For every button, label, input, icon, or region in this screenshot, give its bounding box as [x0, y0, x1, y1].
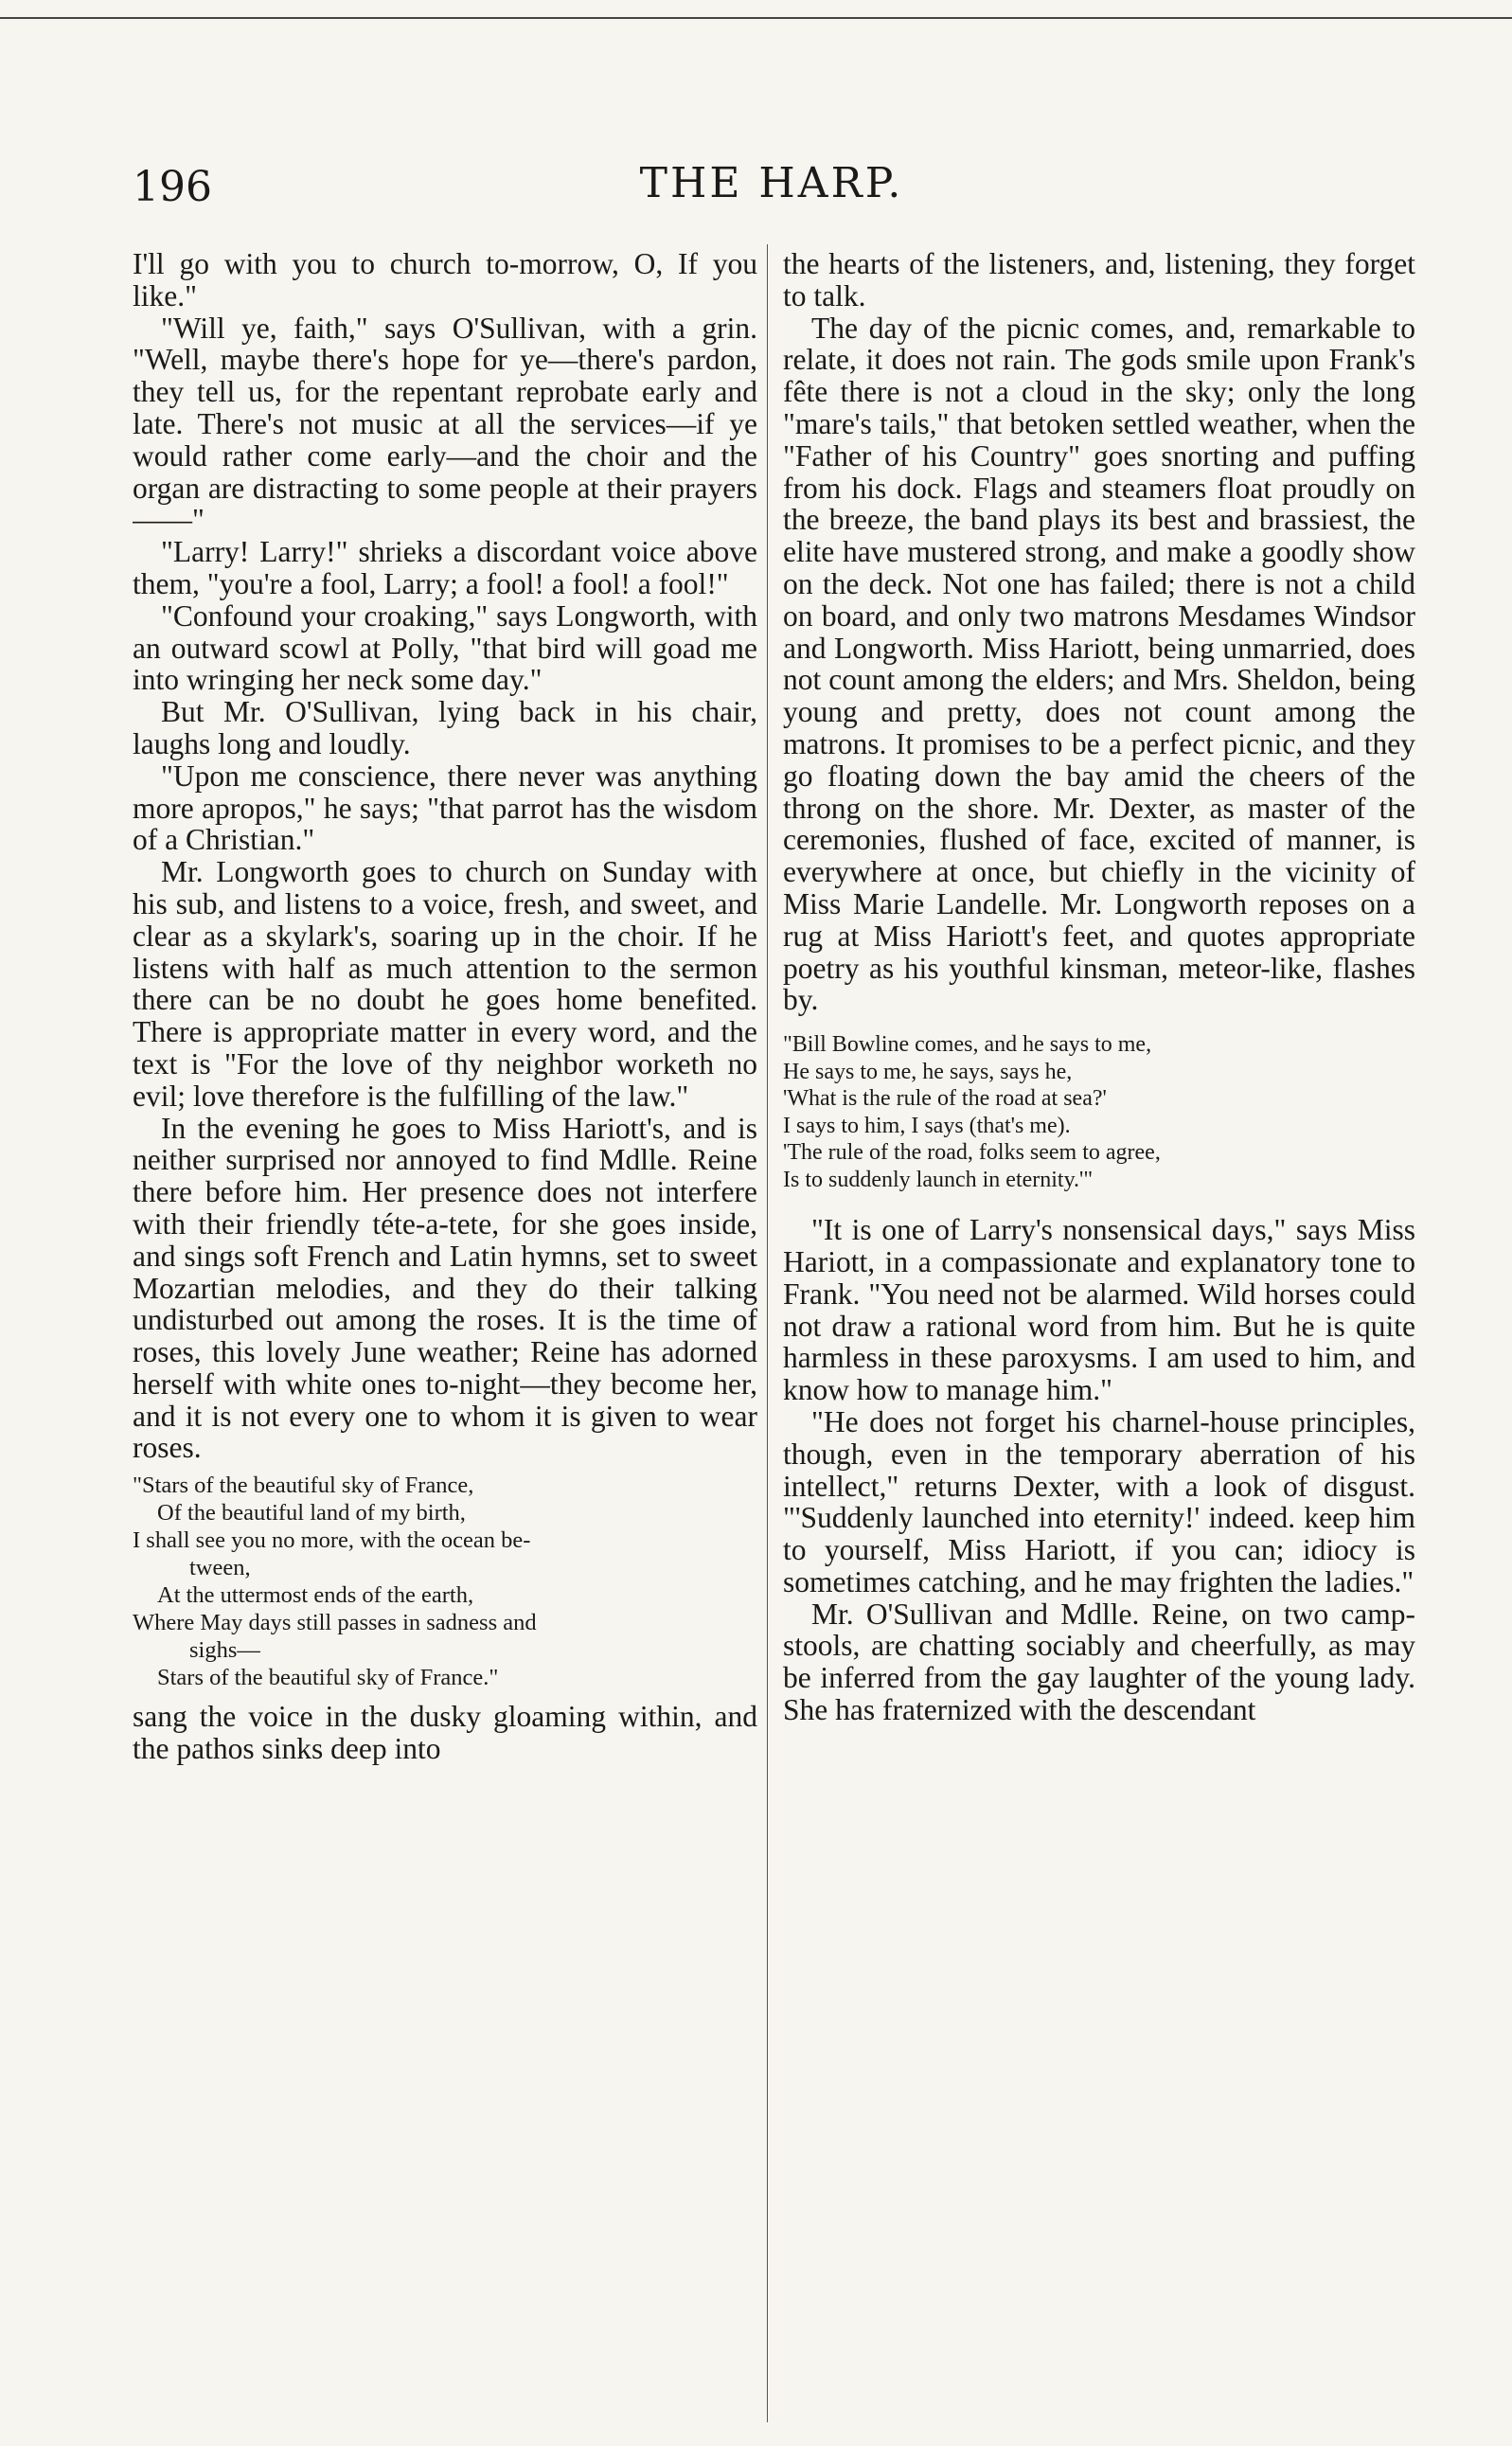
verse-line: 'The rule of the road, folks seem to agree,: [783, 1140, 1161, 1166]
left-column: [133, 248, 757, 2417]
paragraph: "Upon me conscience, there never was anything more apropos," he says; "that parrot has the wisdom of a Christian.": [133, 759, 757, 857]
verse-line: At the uttermost ends of the earth,: [157, 1582, 474, 1609]
verse-block: [783, 1031, 1415, 1193]
verse-line: Is to suddenly launch in eternity.'": [783, 1167, 1094, 1192]
paragraph: But Mr. O'Sullivan, lying back in his chair, laughs long and loudly.: [133, 695, 757, 760]
paragraph: Mr. O'Sullivan and Mdlle. Reine, on two camp-stools, are chatting sociably and cheerfully, as may be inferred from the gay laughter of the young lady. She has fraternized with the descendant: [783, 1597, 1415, 1727]
paragraph: "He does not forget his charnel-house principles, though, even in the temporary aberration of his intellect," returns Dexter, with a look of disgust. "'Suddenly launched into eternity!' indeed. keep him to yourself, Miss Hariott, if you can; idiocy is sometimes catching, and he may frighten the ladies.": [783, 1404, 1415, 1598]
paragraph: I'll go with you to church to-morrow, O, If you like.": [133, 248, 757, 312]
verse-block: [133, 1472, 757, 1691]
paragraph: "Confound your croaking," says Longworth, with an outward scowl at Polly, "that bird will goad me into wringing her neck some day.": [133, 598, 757, 697]
verse-line: tween,: [189, 1555, 251, 1581]
paragraph: In the evening he goes to Miss Hariott's, and is neither surprised nor annoyed to find Mdlle. Reine there before him. Her presence does not interfere with their friendly téte-a-tete, for she goes inside, and sings soft French and Latin hymns, set to sweet Mozartian melodies, and they do their talking undisturbed out among the roses. It is the time of roses, this lovely June weather; Reine has adorned herself with white ones to-night—they become her, and it is not every one to whom it is given to wear roses.: [133, 1111, 757, 1465]
running-title: THE HARP.: [639, 159, 904, 207]
paragraph: sang the voice in the dusky gloaming within, and the pathos sinks deep into: [133, 1700, 757, 1766]
verse-line: Of the beautiful land of my birth,: [157, 1500, 466, 1527]
column-divider: [767, 244, 768, 2422]
page-header: [133, 159, 1411, 225]
verse-line: He says to me, he says, says he,: [783, 1059, 1073, 1084]
verse-line: Stars of the beautiful sky of France.": [157, 1665, 499, 1691]
verse-line: "Stars of the beautiful sky of France,: [133, 1473, 474, 1499]
paragraph: the hearts of the listeners, and, listening, they forget to talk.: [783, 248, 1415, 312]
paragraph: "It is one of Larry's nonsensical days," says Miss Hariott, in a compassionate and explanatory tone to Frank. "You need not be alarmed. Wild horses could not draw a rational word from him. But he is quite harmless in these paroxysms. I am used to him, and know how to manage him.": [783, 1213, 1415, 1407]
verse-line: I shall see you no more, with the ocean be-: [133, 1527, 531, 1554]
verse-line: I says to him, I says (that's me).: [783, 1113, 1071, 1138]
paragraph: "Larry! Larry!" shrieks a discordant voice above them, "you're a fool, Larry; a fool! a fool! a fool!": [133, 535, 757, 600]
paragraph: Mr. Longworth goes to church on Sunday with his sub, and listens to a voice, fresh, and sweet, and clear as a skylark's, soaring up in the choir. If he listens with half as much attention to the sermon there can be no doubt he goes home benefited. There is appropriate matter in every word, and the text is "For the love of thy neighbor worketh no evil; love therefore is the fulfilling of the law.": [133, 855, 757, 1113]
top-border-rule: [0, 17, 1512, 19]
paragraph: The day of the picnic comes, and, remarkable to relate, it does not rain. The gods smile upon Frank's fête there is not a cloud in the sky; only the long "mare's tails," that betoken settled weather, when the "Father of his Country" goes snorting and puffing from his dock. Flags and steamers float proudly on the breeze, the band plays its best and brassiest, the elite have mustered strong, and make a goodly show on the deck. Not one has failed; there is not a child on board, and only two matrons Mesdames Windsor and Longworth. Miss Hariott, being unmarried, does not count among the elders; and Mrs. Sheldon, being young and pretty, does not count among the matrons. It promises to be a perfect picnic, and they go floating down the bay amid the cheers of the throng on the shore. Mr. Dexter, as master of the ceremonies, flushed of face, excited of manner, is everywhere at once, but chiefly in the vicinity of Miss Marie Landelle. Mr. Longworth reposes on a rug at Miss Hariott's feet, and quotes appropriate poetry as his youthful kinsman, meteor-like, flashes by.: [783, 311, 1415, 1017]
verse-line: Where May days still passes in sadness and: [133, 1610, 537, 1636]
verse-line: 'What is the rule of the road at sea?': [783, 1086, 1107, 1112]
right-column: [783, 248, 1415, 2417]
paragraph: "Will ye, faith," says O'Sullivan, with a grin. "Well, maybe there's hope for ye—there's pardon, they tell us, for the repentant reprobate early and late. There's not music at all the services—if ye would rather come early—and the choir and the organ are distracting to some people at their prayers ——": [133, 311, 757, 537]
verse-line: "Bill Bowline comes, and he says to me,: [783, 1032, 1152, 1058]
page-number: 196: [133, 163, 212, 211]
verse-line: sighs—: [189, 1637, 260, 1664]
